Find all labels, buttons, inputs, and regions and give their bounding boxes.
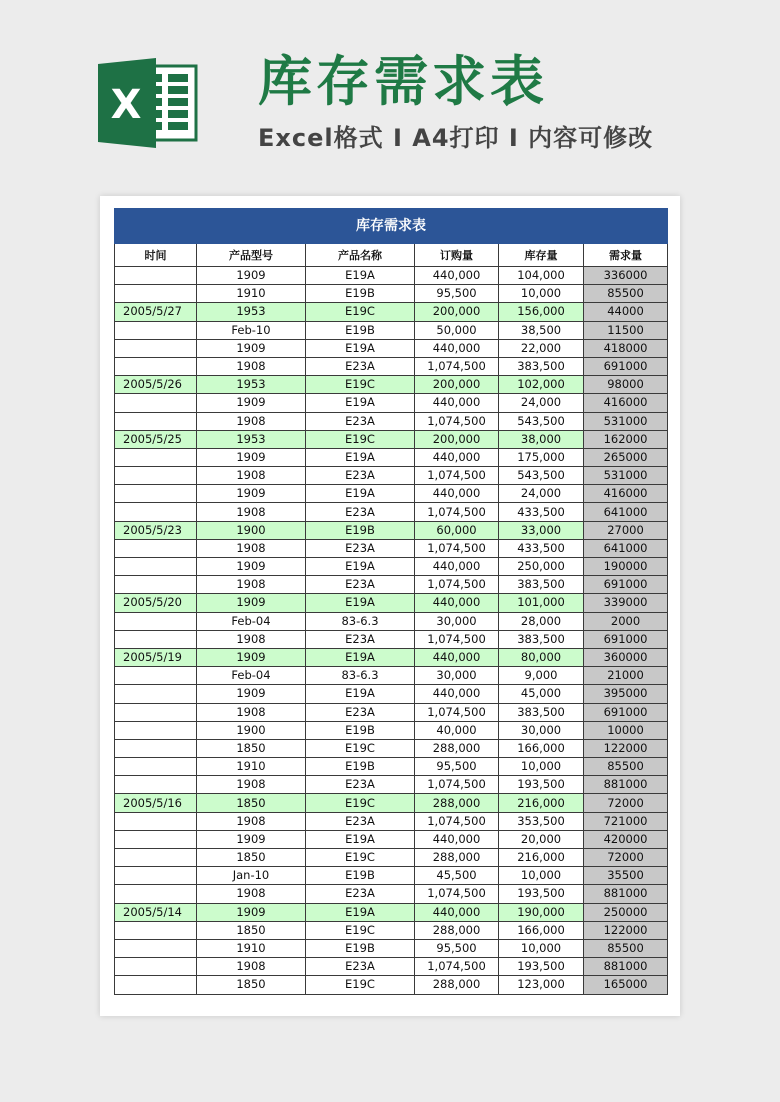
cell-order: 288,000	[415, 849, 499, 867]
cell-stock: 166,000	[499, 921, 584, 939]
cell-order: 1,074,500	[415, 885, 499, 903]
table-row	[115, 430, 668, 448]
cell-date	[115, 539, 197, 557]
cell-order: 440,000	[415, 830, 499, 848]
cell-name: E19B	[306, 721, 415, 739]
cell-model: 1850	[197, 794, 306, 812]
cell-name: E19A	[306, 448, 415, 466]
cell-stock: 216,000	[499, 794, 584, 812]
cell-model: 1953	[197, 430, 306, 448]
cell-model: 1908	[197, 885, 306, 903]
cell-order: 440,000	[415, 394, 499, 412]
cell-date	[115, 394, 197, 412]
cell-model: 1850	[197, 739, 306, 757]
cell-model: 1850	[197, 976, 306, 994]
cell-name: E19C	[306, 921, 415, 939]
cell-name: 83-6.3	[306, 612, 415, 630]
cell-demand: 35500	[584, 867, 668, 885]
cell-model: 1908	[197, 776, 306, 794]
cell-name: E19A	[306, 485, 415, 503]
cell-demand: 691000	[584, 576, 668, 594]
cell-date	[115, 703, 197, 721]
cell-model: 1908	[197, 958, 306, 976]
cell-model: 1909	[197, 558, 306, 576]
table-header-row	[115, 244, 668, 267]
cell-order: 30,000	[415, 667, 499, 685]
cell-demand: 2000	[584, 612, 668, 630]
cell-stock: 10,000	[499, 758, 584, 776]
table-row	[115, 612, 668, 630]
cell-order: 440,000	[415, 648, 499, 666]
cell-order: 288,000	[415, 921, 499, 939]
cell-demand: 531000	[584, 467, 668, 485]
cell-model: 1910	[197, 285, 306, 303]
table-row	[115, 467, 668, 485]
table-row	[115, 703, 668, 721]
cell-order: 1,074,500	[415, 467, 499, 485]
cell-date	[115, 758, 197, 776]
cell-demand: 395000	[584, 685, 668, 703]
cell-model: Feb-04	[197, 612, 306, 630]
cell-model: 1909	[197, 448, 306, 466]
cell-demand: 420000	[584, 830, 668, 848]
cell-date: 2005/5/16	[115, 794, 197, 812]
cell-model: 1908	[197, 539, 306, 557]
cell-stock: 166,000	[499, 739, 584, 757]
cell-stock: 24,000	[499, 394, 584, 412]
cell-order: 1,074,500	[415, 412, 499, 430]
cell-demand: 10000	[584, 721, 668, 739]
table-row	[115, 849, 668, 867]
cell-model: 1908	[197, 812, 306, 830]
cell-stock: 543,500	[499, 467, 584, 485]
cell-demand: 85500	[584, 939, 668, 957]
cell-stock: 28,000	[499, 612, 584, 630]
cell-name: E23A	[306, 812, 415, 830]
cell-order: 440,000	[415, 558, 499, 576]
cell-date	[115, 776, 197, 794]
cell-date	[115, 467, 197, 485]
cell-model: 1908	[197, 412, 306, 430]
cell-stock: 193,500	[499, 958, 584, 976]
cell-demand: 336000	[584, 267, 668, 285]
cell-demand: 416000	[584, 394, 668, 412]
cell-name: E19A	[306, 339, 415, 357]
cell-demand: 641000	[584, 503, 668, 521]
cell-name: E19C	[306, 849, 415, 867]
cell-model: 1908	[197, 630, 306, 648]
cell-model: Jan-10	[197, 867, 306, 885]
cell-stock: 24,000	[499, 485, 584, 503]
table-row	[115, 558, 668, 576]
cell-order: 95,500	[415, 939, 499, 957]
cell-order: 30,000	[415, 612, 499, 630]
cell-model: 1850	[197, 921, 306, 939]
cell-date	[115, 721, 197, 739]
cell-demand: 691000	[584, 703, 668, 721]
cell-stock: 33,000	[499, 521, 584, 539]
cell-date	[115, 448, 197, 466]
cell-stock: 30,000	[499, 721, 584, 739]
table-row	[115, 939, 668, 957]
header-time: 时间	[115, 244, 197, 267]
table-row	[115, 739, 668, 757]
page-title: 库存需求表	[258, 50, 548, 113]
cell-date	[115, 558, 197, 576]
cell-name: E19B	[306, 867, 415, 885]
cell-demand: 418000	[584, 339, 668, 357]
cell-demand: 85500	[584, 285, 668, 303]
cell-date	[115, 685, 197, 703]
cell-date	[115, 357, 197, 375]
cell-stock: 38,500	[499, 321, 584, 339]
cell-demand: 11500	[584, 321, 668, 339]
cell-date	[115, 267, 197, 285]
cell-stock: 156,000	[499, 303, 584, 321]
table-row	[115, 721, 668, 739]
cell-date	[115, 921, 197, 939]
cell-name: E23A	[306, 467, 415, 485]
cell-model: 1900	[197, 721, 306, 739]
cell-demand: 691000	[584, 630, 668, 648]
cell-order: 440,000	[415, 903, 499, 921]
cell-model: 1909	[197, 903, 306, 921]
cell-order: 440,000	[415, 339, 499, 357]
cell-date	[115, 485, 197, 503]
cell-date	[115, 630, 197, 648]
cell-stock: 102,000	[499, 376, 584, 394]
cell-model: 1910	[197, 939, 306, 957]
cell-order: 40,000	[415, 721, 499, 739]
cell-demand: 122000	[584, 739, 668, 757]
cell-stock: 101,000	[499, 594, 584, 612]
cell-order: 288,000	[415, 976, 499, 994]
cell-demand: 691000	[584, 357, 668, 375]
cell-order: 1,074,500	[415, 539, 499, 557]
table-row	[115, 976, 668, 994]
cell-name: E23A	[306, 357, 415, 375]
table-row	[115, 521, 668, 539]
cell-model: 1909	[197, 648, 306, 666]
cell-stock: 10,000	[499, 867, 584, 885]
cell-date: 2005/5/20	[115, 594, 197, 612]
cell-name: E19A	[306, 685, 415, 703]
cell-name: E19A	[306, 558, 415, 576]
table-row	[115, 776, 668, 794]
cell-date	[115, 867, 197, 885]
cell-date	[115, 739, 197, 757]
cell-demand: 416000	[584, 485, 668, 503]
table-body	[115, 267, 668, 995]
cell-name: E19C	[306, 739, 415, 757]
cell-date	[115, 412, 197, 430]
cell-model: 1908	[197, 503, 306, 521]
cell-date: 2005/5/14	[115, 903, 197, 921]
cell-name: E19A	[306, 903, 415, 921]
cell-model: 1908	[197, 467, 306, 485]
cell-demand: 721000	[584, 812, 668, 830]
cell-date	[115, 958, 197, 976]
cell-stock: 45,000	[499, 685, 584, 703]
cell-stock: 216,000	[499, 849, 584, 867]
table-row	[115, 921, 668, 939]
cell-stock: 190,000	[499, 903, 584, 921]
cell-stock: 193,500	[499, 776, 584, 794]
header-model: 产品型号	[197, 244, 306, 267]
cell-name: E23A	[306, 576, 415, 594]
table-row	[115, 594, 668, 612]
table-row	[115, 685, 668, 703]
table-row	[115, 630, 668, 648]
cell-order: 288,000	[415, 739, 499, 757]
cell-model: Feb-04	[197, 667, 306, 685]
cell-order: 1,074,500	[415, 576, 499, 594]
cell-model: 1900	[197, 521, 306, 539]
cell-name: E19C	[306, 976, 415, 994]
cell-order: 200,000	[415, 430, 499, 448]
cell-name: E19C	[306, 430, 415, 448]
table-banner-title: 库存需求表	[115, 209, 668, 244]
cell-name: E23A	[306, 503, 415, 521]
cell-model: 1909	[197, 394, 306, 412]
cell-model: 1850	[197, 849, 306, 867]
cell-demand: 190000	[584, 558, 668, 576]
cell-date	[115, 321, 197, 339]
cell-date	[115, 612, 197, 630]
cell-model: 1953	[197, 376, 306, 394]
cell-stock: 353,500	[499, 812, 584, 830]
cell-order: 50,000	[415, 321, 499, 339]
table-row	[115, 376, 668, 394]
cell-date	[115, 812, 197, 830]
table-row	[115, 448, 668, 466]
table-banner-row	[115, 209, 668, 244]
cell-stock: 80,000	[499, 648, 584, 666]
cell-model: 1953	[197, 303, 306, 321]
cell-demand: 881000	[584, 885, 668, 903]
cell-model: 1909	[197, 830, 306, 848]
header-stock: 库存量	[499, 244, 584, 267]
cell-model: 1909	[197, 485, 306, 503]
cell-name: E23A	[306, 776, 415, 794]
cell-name: E19B	[306, 285, 415, 303]
cell-demand: 360000	[584, 648, 668, 666]
cell-demand: 122000	[584, 921, 668, 939]
table-row	[115, 339, 668, 357]
cell-order: 1,074,500	[415, 776, 499, 794]
cell-stock: 10,000	[499, 939, 584, 957]
cell-order: 1,074,500	[415, 630, 499, 648]
page-subtitle: Excel格式 I A4打印 I 内容可修改	[258, 124, 654, 152]
cell-demand: 881000	[584, 958, 668, 976]
cell-date	[115, 339, 197, 357]
cell-name: 83-6.3	[306, 667, 415, 685]
cell-name: E23A	[306, 703, 415, 721]
table-row	[115, 648, 668, 666]
cell-order: 45,500	[415, 867, 499, 885]
cell-demand: 265000	[584, 448, 668, 466]
cell-date: 2005/5/26	[115, 376, 197, 394]
cell-demand: 641000	[584, 539, 668, 557]
table-row	[115, 285, 668, 303]
cell-date	[115, 576, 197, 594]
table-row	[115, 830, 668, 848]
cell-date	[115, 849, 197, 867]
table-row	[115, 794, 668, 812]
cell-order: 1,074,500	[415, 812, 499, 830]
cell-name: E19B	[306, 939, 415, 957]
logo-letter: X	[110, 82, 142, 128]
cell-stock: 38,000	[499, 430, 584, 448]
cell-model: 1908	[197, 357, 306, 375]
cell-order: 1,074,500	[415, 357, 499, 375]
cell-name: E23A	[306, 630, 415, 648]
cell-model: 1908	[197, 703, 306, 721]
table-row	[115, 357, 668, 375]
cell-name: E19C	[306, 376, 415, 394]
table-row	[115, 667, 668, 685]
table-row	[115, 903, 668, 921]
cell-date	[115, 667, 197, 685]
cell-demand: 339000	[584, 594, 668, 612]
cell-stock: 123,000	[499, 976, 584, 994]
cell-stock: 383,500	[499, 576, 584, 594]
cell-stock: 175,000	[499, 448, 584, 466]
cell-stock: 433,500	[499, 539, 584, 557]
cell-demand: 85500	[584, 758, 668, 776]
cell-demand: 44000	[584, 303, 668, 321]
cell-name: E19A	[306, 394, 415, 412]
cell-model: 1909	[197, 594, 306, 612]
cell-model: 1909	[197, 685, 306, 703]
cell-name: E23A	[306, 885, 415, 903]
table-row	[115, 267, 668, 285]
cell-order: 440,000	[415, 485, 499, 503]
cell-order: 440,000	[415, 685, 499, 703]
table-row	[115, 885, 668, 903]
cell-date	[115, 976, 197, 994]
table-row	[115, 321, 668, 339]
table-row	[115, 539, 668, 557]
excel-logo-icon	[98, 58, 200, 148]
table-row	[115, 503, 668, 521]
cell-name: E23A	[306, 412, 415, 430]
cell-name: E19A	[306, 594, 415, 612]
cell-order: 95,500	[415, 285, 499, 303]
cell-demand: 72000	[584, 849, 668, 867]
cell-date	[115, 285, 197, 303]
cell-order: 1,074,500	[415, 503, 499, 521]
cell-date	[115, 885, 197, 903]
cell-name: E19C	[306, 303, 415, 321]
cell-stock: 250,000	[499, 558, 584, 576]
cell-order: 440,000	[415, 594, 499, 612]
cell-order: 440,000	[415, 448, 499, 466]
cell-date: 2005/5/25	[115, 430, 197, 448]
inventory-table	[114, 208, 668, 995]
cell-demand: 881000	[584, 776, 668, 794]
cell-order: 200,000	[415, 376, 499, 394]
cell-name: E23A	[306, 958, 415, 976]
cell-stock: 20,000	[499, 830, 584, 848]
cell-model: 1908	[197, 576, 306, 594]
cell-date: 2005/5/23	[115, 521, 197, 539]
cell-stock: 22,000	[499, 339, 584, 357]
cell-date	[115, 939, 197, 957]
cell-stock: 9,000	[499, 667, 584, 685]
header-order: 订购量	[415, 244, 499, 267]
cell-model: Feb-10	[197, 321, 306, 339]
table-row	[115, 394, 668, 412]
cell-name: E19B	[306, 521, 415, 539]
cell-stock: 543,500	[499, 412, 584, 430]
cell-order: 60,000	[415, 521, 499, 539]
table-row	[115, 758, 668, 776]
cell-demand: 98000	[584, 376, 668, 394]
cell-demand: 162000	[584, 430, 668, 448]
cell-stock: 383,500	[499, 357, 584, 375]
cell-model: 1910	[197, 758, 306, 776]
table-row	[115, 412, 668, 430]
table-row	[115, 303, 668, 321]
cell-name: E19A	[306, 648, 415, 666]
cell-demand: 27000	[584, 521, 668, 539]
cell-model: 1909	[197, 267, 306, 285]
cell-date: 2005/5/27	[115, 303, 197, 321]
cell-order: 1,074,500	[415, 703, 499, 721]
table-row	[115, 867, 668, 885]
cell-stock: 383,500	[499, 703, 584, 721]
cell-date	[115, 830, 197, 848]
cell-demand: 250000	[584, 903, 668, 921]
cell-order: 288,000	[415, 794, 499, 812]
cell-name: E23A	[306, 539, 415, 557]
cell-order: 1,074,500	[415, 958, 499, 976]
cell-order: 95,500	[415, 758, 499, 776]
table-row	[115, 485, 668, 503]
cell-name: E19B	[306, 321, 415, 339]
cell-stock: 433,500	[499, 503, 584, 521]
cell-stock: 104,000	[499, 267, 584, 285]
header-demand: 需求量	[584, 244, 668, 267]
table-row	[115, 958, 668, 976]
cell-demand: 72000	[584, 794, 668, 812]
cell-demand: 531000	[584, 412, 668, 430]
cell-stock: 10,000	[499, 285, 584, 303]
cell-demand: 165000	[584, 976, 668, 994]
cell-order: 200,000	[415, 303, 499, 321]
cell-model: 1909	[197, 339, 306, 357]
table-row	[115, 812, 668, 830]
cell-stock: 383,500	[499, 630, 584, 648]
cell-name: E19A	[306, 830, 415, 848]
cell-name: E19C	[306, 794, 415, 812]
cell-name: E19A	[306, 267, 415, 285]
cell-order: 440,000	[415, 267, 499, 285]
table-row	[115, 576, 668, 594]
cell-stock: 193,500	[499, 885, 584, 903]
cell-demand: 21000	[584, 667, 668, 685]
cell-name: E19B	[306, 758, 415, 776]
cell-date: 2005/5/19	[115, 648, 197, 666]
cell-date	[115, 503, 197, 521]
header-name: 产品名称	[306, 244, 415, 267]
